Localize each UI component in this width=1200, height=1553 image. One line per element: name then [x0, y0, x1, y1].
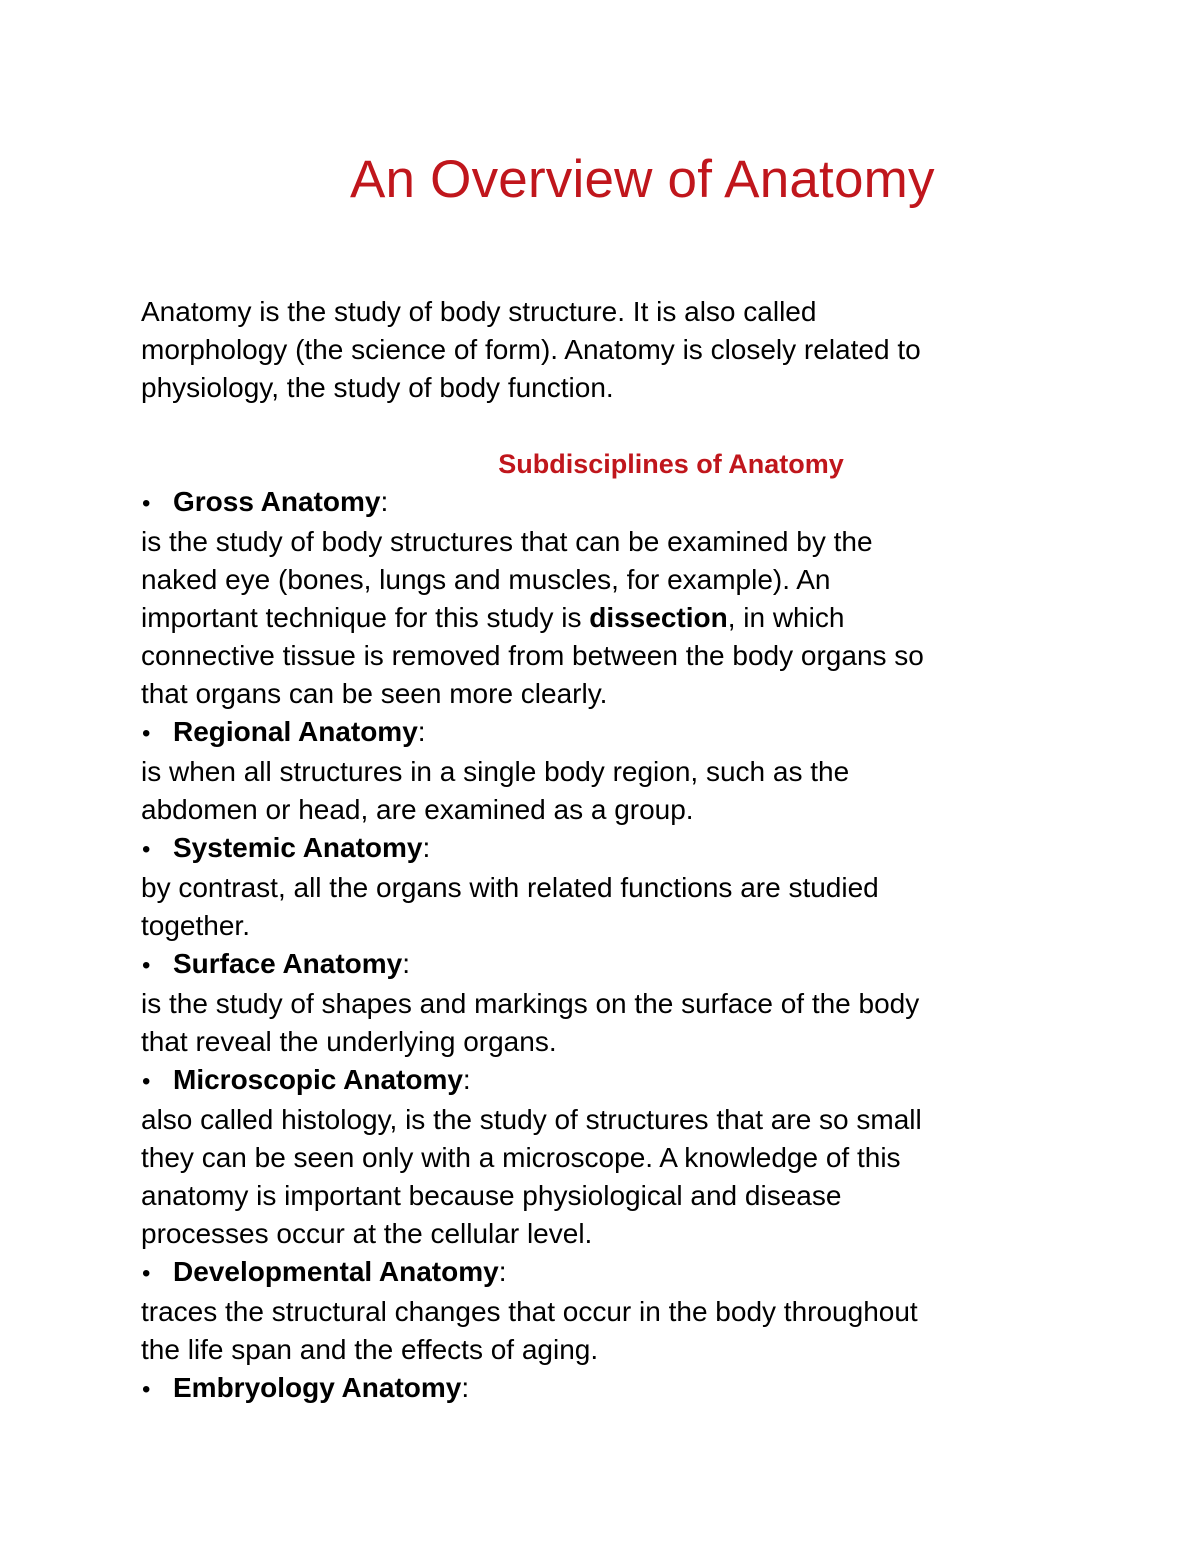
intro-line: morphology (the science of form). Anatomy is closely related to: [141, 334, 921, 365]
description-line: is the study of body structures that can be examined by the: [141, 526, 873, 557]
description-line: traces the structural changes that occur in the body throughout: [141, 1296, 918, 1327]
description-line: they can be seen only with a microscope. A knowledge of this: [141, 1142, 901, 1173]
bullet-icon: •: [142, 1376, 151, 1403]
intro-line: physiology, the study of body function.: [141, 372, 614, 403]
bullet-icon: •: [142, 836, 151, 863]
bullet-icon: •: [142, 1068, 151, 1095]
term-line: [141, 1369, 1061, 1409]
term-line: [141, 1061, 1061, 1101]
intro-line: Anatomy is the study of body structure. It is also called: [141, 296, 817, 327]
term-name: Surface Anatomy: [173, 948, 403, 979]
description-line: also called histology, is the study of structures that are so small: [141, 1104, 922, 1135]
bullet-icon: •: [142, 720, 151, 747]
keyword-dissection: dissection: [589, 602, 728, 633]
subdiscipline-gross: [141, 483, 1061, 713]
term-description: [141, 869, 1061, 945]
term-colon: :: [402, 948, 411, 979]
term-name: Regional Anatomy: [173, 716, 418, 747]
term-colon: :: [498, 1256, 507, 1287]
description-line: naked eye (bones, lungs and muscles, for example). An: [141, 564, 831, 595]
subdiscipline-developmental: [141, 1253, 1061, 1369]
term-description: [141, 1293, 1061, 1369]
description-line: that organs can be seen more clearly.: [141, 678, 608, 709]
description-line: is when all structures in a single body region, such as the: [141, 756, 850, 787]
term-description: [141, 523, 1061, 713]
term-name: Gross Anatomy: [173, 486, 381, 517]
term-description: [141, 753, 1061, 829]
term-line: [141, 945, 1061, 985]
bullet-icon: •: [142, 1260, 151, 1287]
bullet-icon: •: [142, 490, 151, 517]
term-line: [141, 713, 1061, 753]
subdiscipline-systemic: [141, 829, 1061, 945]
term-name: Microscopic Anatomy: [173, 1064, 463, 1095]
document-body: [141, 293, 1061, 1409]
term-name: Developmental Anatomy: [173, 1256, 499, 1287]
term-colon: :: [380, 486, 389, 517]
intro-paragraph: [141, 293, 1061, 407]
section-heading: Subdisciplines of Anatomy: [498, 449, 844, 479]
description-line: is the study of shapes and markings on the surface of the body: [141, 988, 920, 1019]
description-line: processes occur at the cellular level.: [141, 1218, 593, 1249]
subdiscipline-microscopic: [141, 1061, 1061, 1253]
description-line: by contrast, all the organs with related functions are studied: [141, 872, 879, 903]
term-description: [141, 985, 1061, 1061]
term-name: Systemic Anatomy: [173, 832, 423, 863]
description-line-segment: important technique for this study is: [141, 602, 590, 633]
description-line: abdomen or head, are examined as a group.: [141, 794, 694, 825]
description-line: connective tissue is removed from between the body organs so: [141, 640, 924, 671]
subdiscipline-regional: [141, 713, 1061, 829]
term-colon: :: [417, 716, 426, 747]
subdiscipline-embryology: [141, 1369, 1061, 1409]
bullet-icon: •: [142, 952, 151, 979]
description-line: anatomy is important because physiological and disease: [141, 1180, 842, 1211]
description-line: that reveal the underlying organs.: [141, 1026, 557, 1057]
term-name: Embryology Anatomy: [173, 1372, 462, 1403]
term-line: [141, 829, 1061, 869]
term-colon: :: [422, 832, 431, 863]
term-description: [141, 1101, 1061, 1253]
term-colon: :: [461, 1372, 470, 1403]
term-line: [141, 1253, 1061, 1293]
term-colon: :: [462, 1064, 471, 1095]
description-line: the life span and the effects of aging.: [141, 1334, 599, 1365]
description-line: together.: [141, 910, 250, 941]
description-line-segment: , in which: [727, 602, 845, 633]
subdiscipline-surface: [141, 945, 1061, 1061]
page-title: An Overview of Anatomy: [350, 150, 935, 209]
term-line: [141, 483, 1061, 523]
